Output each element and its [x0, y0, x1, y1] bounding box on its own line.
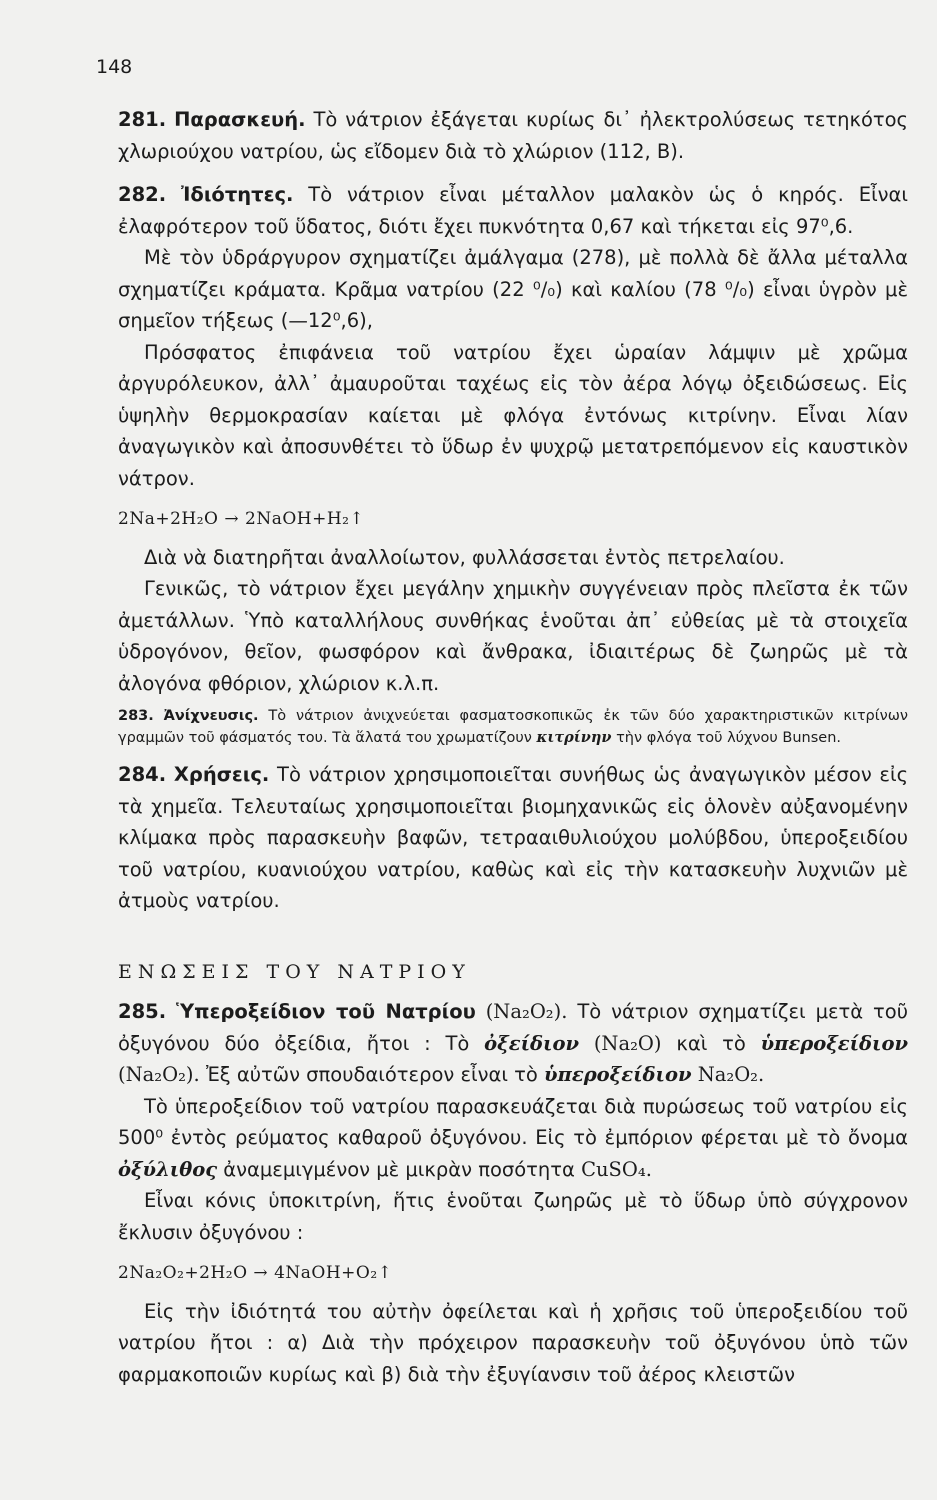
term-peroxide: ὑπεροξείδιον [760, 1031, 909, 1055]
section-283-emphasis: κιτρίνην [536, 729, 612, 746]
formula-cuso4: CuSO₄. [581, 1157, 652, 1181]
section-282-paragraph-5: Γενικῶς, τὸ νάτριον ἔχει μεγάλην χημικὴν συγγένειαν πρὸς πλεῖστα ἐκ τῶν ἀμετάλλων. Ὑπὸ καταλλήλους συνθήκας ἑνοῦται ἀπ᾽ εὐθείας μὲ τὰ στοιχεῖα ὑδρογόνον, θεῖον, φωσφόρον καὶ ἄνθρακα, ἰδιαιτέρως δὲ ζωηρῶς μὲ τὰ ἀλογόνα φθόριον, χλώριον κ.λ.π. [118, 577, 908, 695]
section-285-text-a: Τὸ νάτριον σχηματίζει μετὰ τοῦ ὀξυγόνου δύο ὀξείδια, ἤτοι : Τὸ [118, 1000, 908, 1055]
section-285-paragraph-3: Εἶναι κόνις ὑποκιτρίνη, ἥτις ἑνοῦται ζωηρῶς μὲ τὸ ὕδωρ ὑπὸ σύγχρονον ἔκλυσιν ὀξυγόνου : [118, 1189, 908, 1244]
term-oxide: ὀξείδιον [484, 1031, 579, 1055]
formula-peroxide-water: 2Na₂O₂+2H₂O → 4NaOH+O₂↑ [118, 1263, 393, 1283]
section-283-text-1: Τὸ νάτριον ἀνιχνεύεται φασματοσκοπικῶς ἐκ τῶν δύο χαρακτηριστικῶν κιτρίνων γραμμῶν τοῦ φάσματός του. Τὰ ἅλατά του χρωματίζουν [118, 708, 909, 746]
section-285-paragraph-2 [118, 1091, 908, 1186]
section-285-paragraph-4: Εἰς τὴν ἰδιότητά του αὐτὴν ὀφείλεται καὶ ἡ χρῆσις τοῦ ὑπεροξειδίου τοῦ νατρίου ἤτοι : α) Διὰ τὴν πρόχειρον παρασκευὴν τοῦ ὀξυγόνου ὑπὸ τῶν φαρμακοποιῶν κυρίως καὶ β) διὰ τὴν ἐξυγίανσιν τοῦ ἀέρος κλειστῶν [118, 1299, 908, 1386]
section-281-text: Τὸ νάτριον ἐξάγεται κυρίως δι᾽ ἠλεκτρολύσεως τετηκότος χλωριούχου νατρίου, ὡς εἴδομεν διὰ τὸ χλώριον (112, Β). [118, 108, 909, 163]
section-285-number: 285. [118, 1000, 167, 1023]
section-284 [118, 759, 908, 917]
page-number: 148 [96, 56, 133, 78]
section-284-title: Χρήσεις. [173, 763, 270, 786]
section-285-title: Ὑπεροξείδιον τοῦ Νατρίου [176, 1000, 476, 1023]
section-283-title: Ἀνίχνευσις. [163, 708, 259, 724]
section-282-title: Ἰδιότητες. [181, 183, 294, 206]
section-284-number: 284. [118, 763, 167, 786]
section-285-p2-text-a: Τὸ ὑπεροξείδιον τοῦ νατρίου παρασκευάζεται διὰ πυρώσεως τοῦ νατρίου εἰς 500⁰ ἐντὸς ρεύματος καθαροῦ ὀξυγόνου. Εἰς τὸ ἐμπόριον φέρεται μὲ τὸ ὄνομα [118, 1094, 908, 1149]
section-282-paragraph-1: Τὸ νάτριον εἶναι μέταλλον μαλακὸν ὡς ὁ κηρός. Εἶναι ἐλαφρότερον τοῦ ὕδατος, διότι ἔχει πυκνότητα 0,67 καὶ τήκεται εἰς 97⁰,6. [118, 183, 909, 238]
section-282-paragraph-2: Μὲ τὸν ὑδράργυρον σχηματίζει ἀμάλγαμα (278), μὲ πολλὰ δὲ ἄλλα μέταλλα σχηματίζει κράματα. Κρᾶμα νατρίου (22 ⁰/₀) καὶ καλίου (78 ⁰/₀) εἶναι ὑγρὸν μὲ σημεῖον τήξεως (—12⁰,6), [118, 246, 908, 332]
section-285-text-c: Ἐξ αὐτῶν σπουδαιότερον εἶναι τὸ [205, 1063, 538, 1086]
section-282 [118, 179, 908, 242]
section-285-p2-text-b: ἀναμεμιγμένον μὲ μικρὰν ποσότητα [223, 1157, 575, 1181]
formula-sodium-water: 2Na+2H₂O → 2NaOH+H₂↑ [118, 509, 365, 529]
section-285 [118, 996, 908, 1091]
compounds-section-title: ΕΝΩΣΕΙΣ ΤΟΥ ΝΑΤΡΙΟΥ [118, 960, 471, 983]
section-284-text: Τὸ νάτριον χρησιμοποιεῖται συνήθως ὡς ἀναγωγικὸν μέσον εἰς τὰ χημεῖα. Τελευταίως χρησιμοποιεῖται βιομηχανικῶς εἰς ὁλονὲν αὐξανομένην κλίμακα πρὸς παρασκευὴν βαφῶν, τετρααιθυλιούχου μολύβδου, ὑπεροξειδίου τοῦ νατρίου, κυανιούχου νατρίου, καθὼς καὶ εἰς τὴν κατασκευὴν λυχνιῶν μὲ ἀτμοὺς νατρίου. [118, 763, 909, 912]
term-oxylith: ὀξύλιθος [118, 1157, 218, 1181]
section-285-title-formula: (Na₂O₂). [485, 1000, 568, 1023]
section-281-number: 281. [118, 108, 167, 131]
section-282-paragraph-3: Πρόσφατος ἐπιφάνεια τοῦ νατρίου ἔχει ὡραίαν λάμψιν μὲ χρῶμα ἀργυρόλευκον, ἀλλ᾽ ἀμαυροῦται ταχέως εἰς τὸν ἀέρα λόγῳ ὀξειδώσεως. Εἰς ὑψηλὴν θερμοκρασίαν καίεται μὲ φλόγα ἐντόνως κιτρίνην. Εἶναι λίαν ἀναγωγικὸν καὶ ἀποσυνθέτει τὸ ὕδωρ ἐν ψυχρῷ μετατρεπόμενον εἰς καυστικὸν νάτρον. [118, 340, 908, 490]
section-283-number: 283. [118, 708, 154, 724]
formula-na2o2-2: Na₂O₂. [697, 1063, 765, 1086]
section-282-paragraph-4: Διὰ νὰ διατηρῆται ἀναλλοίωτον, φυλλάσσεται ἐντὸς πετρελαίου. [144, 545, 785, 569]
section-285-text-b: καὶ τὸ [676, 1031, 746, 1055]
page-body [118, 104, 908, 1390]
section-281-title: Παρασκευή. [174, 108, 306, 131]
term-peroxide-2: ὑπεροξείδιον [544, 1063, 692, 1086]
section-282-number: 282. [118, 183, 167, 206]
section-283 [118, 705, 908, 749]
section-281 [118, 104, 908, 167]
section-283-text-2: τὴν φλόγα τοῦ λύχνου Bunsen. [616, 730, 841, 746]
formula-na2o2: (Na₂O₂). [118, 1063, 200, 1086]
formula-na2o: (Na₂O) [593, 1031, 662, 1055]
